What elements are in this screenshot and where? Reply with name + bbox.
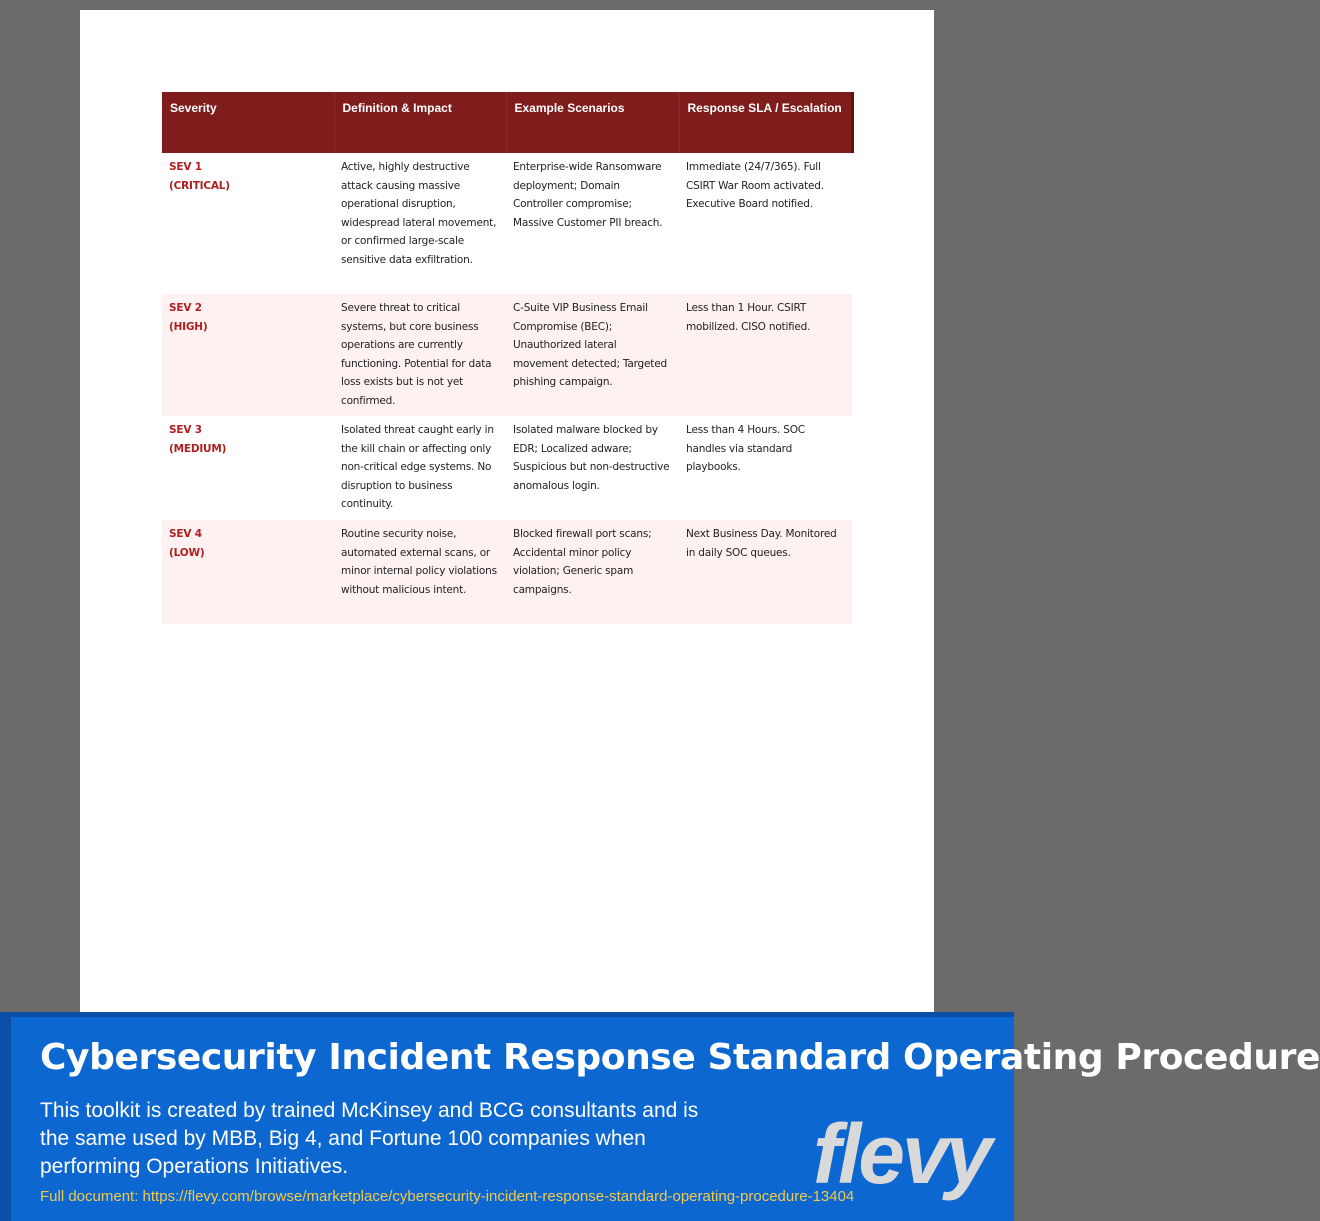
examples-cell: Isolated malware blocked by EDR; Localized adware; Suspicious but non-destructive anomalous login. [506,416,679,520]
severity-class: (LOW) [169,546,205,559]
header-definition-impact: Definition & Impact [334,92,506,153]
severity-cell [162,416,334,520]
header-severity: Severity [162,92,334,153]
header-example-scenarios: Example Scenarios [506,92,679,153]
response-cell: Immediate (24/7/365). Full CSIRT War Room activated. Executive Board notified. [679,153,852,294]
promo-footer-panel [11,1017,1320,1221]
severity-level: SEV 2 [169,302,202,314]
full-document-link[interactable]: Full document: https://flevy.com/browse/marketplace/cybersecurity-incident-response-standard-operating-procedure-13404 [40,1188,855,1205]
severity-cell [162,294,334,416]
table-header-row [162,92,852,153]
table-row [162,153,852,294]
definition-cell: Active, highly destructive attack causing massive operational disruption, widespread lateral movement, or confirmed large-scale sensitive data exfiltration. [334,153,506,294]
document-page [80,10,934,1020]
severity-class: (HIGH) [169,320,208,333]
severity-class: (MEDIUM) [169,442,227,455]
table-row [162,520,852,624]
severity-cell [162,153,334,294]
severity-level: SEV 1 [169,161,202,173]
definition-cell: Routine security noise, automated external scans, or minor internal policy violations without malicious intent. [334,520,506,624]
severity-level: SEV 4 [169,528,202,540]
table-row [162,294,852,416]
promo-footer-banner [0,1012,1320,1221]
flevy-logo-wordmark: flevy [813,1107,990,1201]
flevy-logo[interactable] [807,1103,1007,1203]
severity-level: SEV 3 [169,424,202,436]
severity-cell [162,520,334,624]
toolkit-description: This toolkit is created by trained McKinsey and BCG consultants and is the same used by MBB, Big 4, and Fortune 100 companies when performing Operations Initiatives. [40,1099,699,1178]
severity-class: (CRITICAL) [169,179,230,192]
definition-cell: Severe threat to critical systems, but core business operations are currently functioning. Potential for data loss exists but is not yet confirmed. [334,294,506,416]
severity-matrix-table [162,92,854,624]
response-cell: Next Business Day. Monitored in daily SOC queues. [679,520,852,624]
examples-cell: C-Suite VIP Business Email Compromise (BEC); Unauthorized lateral movement detected; Targeted phishing campaign. [506,294,679,416]
document-title: Cybersecurity Incident Response Standard Operating Procedure [40,1037,1320,1078]
response-cell: Less than 4 Hours. SOC handles via standard playbooks. [679,416,852,520]
response-cell: Less than 1 Hour. CSIRT mobilized. CISO notified. [679,294,852,416]
header-response-sla: Response SLA / Escalation [679,92,852,153]
examples-cell: Blocked firewall port scans; Accidental minor policy violation; Generic spam campaigns. [506,520,679,624]
examples-cell: Enterprise-wide Ransomware deployment; Domain Controller compromise; Massive Customer PII breach. [506,153,679,294]
table-row [162,416,852,520]
definition-cell: Isolated threat caught early in the kill chain or affecting only non-critical edge systems. No disruption to business continuity. [334,416,506,520]
